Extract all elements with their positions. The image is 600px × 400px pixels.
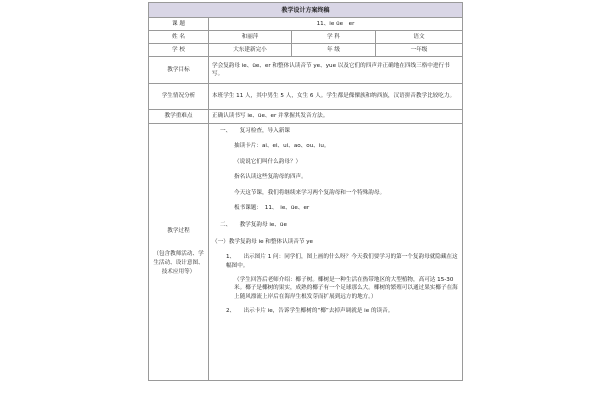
process-line: （说说它们叫什么韵母？） <box>234 158 302 165</box>
name-value: 和丽萍 <box>209 31 292 44</box>
topic-value: 11、ie üe er <box>209 18 463 31</box>
analysis-label: 学生情况分析 <box>149 84 209 110</box>
process-line: 抽读卡片：ai、ei、ui、ao、ou、iu。 <box>234 143 330 150</box>
process-content <box>209 124 463 381</box>
process-line: 1、 出示图片 1 问：同学们，图上画的什么呀？今天我们要学习的第一个复韵母就隐藏在这幅图中。 <box>226 254 458 269</box>
goal-text: 学会复韵母 ie、üe、er 和整体认读音节 ye、yue 以及它们的四声并正确地在四线三格中进行书写。 <box>209 57 463 84</box>
school-label: 学 校 <box>149 44 209 57</box>
process-line: 一、 复习检查，导入新课 <box>220 128 290 134</box>
name-label: 姓 名 <box>149 31 209 44</box>
process-line: （学生回答后老师介绍：椰子树。椰树是一种生活在热带地区的大型植物，高可达 15-30 米。椰子是椰树的果实，成熟的椰子有一个足球那么大。椰树的繁殖可以通过果实椰子在海上随风漂流上岸后在海岸生根发芽而扩展到远方的地方。） <box>234 276 458 300</box>
grade-label: 年 级 <box>292 44 376 57</box>
process-line: 板书课题： 11、 ie、üe、er <box>234 204 310 211</box>
school-value: 大东建新完小 <box>209 44 292 57</box>
subject-value: 语文 <box>376 31 463 44</box>
lesson-plan-table <box>148 2 463 381</box>
goal-label: 教学目标 <box>149 57 209 84</box>
process-line: 指名认读这些复韵母的四声。 <box>234 174 307 181</box>
process-label: 教学过程 <box>167 228 190 235</box>
key-points-text: 正确认读书写 ie、üe、er 并掌握其发音方法。 <box>209 110 463 124</box>
grade-value: 一年级 <box>376 44 463 57</box>
document-title: 教学设计方案终稿 <box>149 3 463 18</box>
topic-label: 课 题 <box>149 18 209 31</box>
process-line: 2、 出示卡片 ie，告诉学生椰树的“椰”去掉声调就是 ie 的读音。 <box>226 308 394 315</box>
process-line: 二、 教学复韵母 ie、üe <box>220 222 287 229</box>
process-line: 今天这节课，我们将继续来学习两个复韵母和一个特殊韵母。 <box>234 189 386 196</box>
process-line: （一）教学复韵母 ie 和整体认读音节 ye <box>212 238 313 245</box>
subject-label: 学 科 <box>292 31 376 44</box>
process-label-cell <box>149 124 209 381</box>
process-note: （包含教师活动、学生活动、设计意图、技术应用等） <box>153 250 204 275</box>
key-points-label: 教学重难点 <box>149 110 209 124</box>
analysis-text: 本班学生 11 人，其中男生 5 人，女生 6 人。学生都是傈僳族和纳西族，汉语拼音教学比较吃力。 <box>209 84 463 110</box>
lesson-plan-document <box>148 2 462 400</box>
